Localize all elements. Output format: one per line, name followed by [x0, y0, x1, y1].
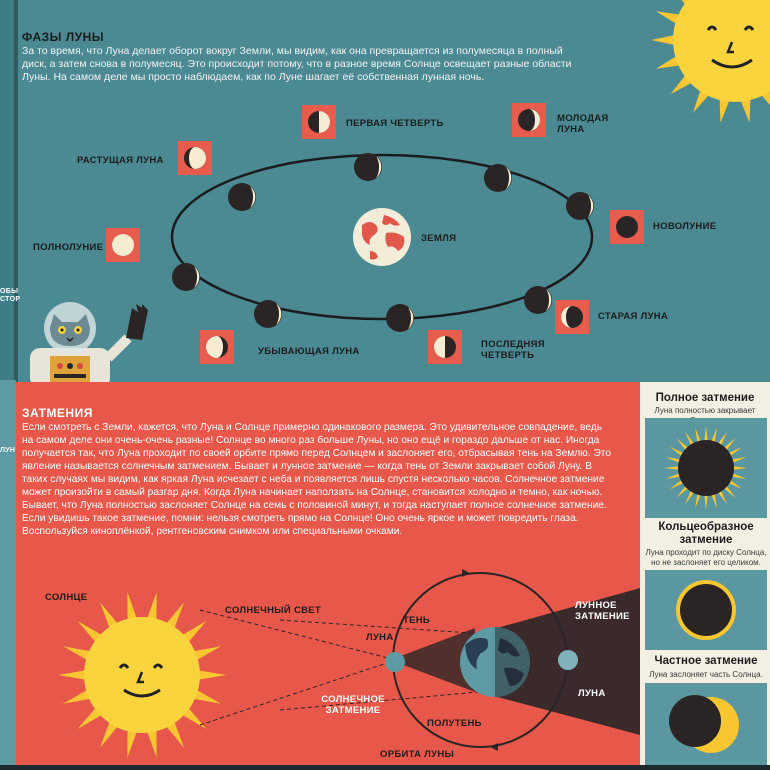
panel-annular-subtitle: Луна проходит по диску Солнца, но не заслоняет его целиком. — [645, 548, 767, 567]
phase-box-young-moon — [512, 103, 546, 137]
label-full-moon: ПОЛНОЛУНИЕ — [33, 242, 104, 253]
eclipses-title: ЗАТМЕНИЯ — [22, 406, 93, 420]
label-waning: УБЫВАЮЩАЯ ЛУНА — [258, 346, 360, 357]
left-edge-lower-text: ЛУН — [0, 447, 16, 454]
label-lunar-eclipse: ЛУННОЕ ЗАТМЕНИЕ — [575, 600, 630, 623]
label-waxing: РАСТУЩАЯ ЛУНА — [77, 155, 164, 166]
earth-label: ЗЕМЛЯ — [421, 233, 457, 244]
panel-partial-image — [645, 683, 767, 765]
left-edge-lower — [0, 380, 16, 765]
label-old-moon: СТАРАЯ ЛУНА — [598, 311, 669, 322]
eclipses-text: Если смотреть с Земли, кажется, что Луна и Солнце примерно одинакового размера. Это удивительное совпадение, ведь на самом деле они очень-очень разные! Солнце во много раз больше Луны, но оно ещё и гораздо дальше от нас. Иногда получается так, что Луна проходит по своей орбите прямо перед Солнцем и заслоняет его, отбрасывая тень на Землю. Это явление называется солнечным затмением. Бывает и лунное затмение — когда тень от Земли закрывает собой Луну. В таких случаях мы видим, как яркая Луна исчезает с неба и появляется лишь спустя несколько часов. Солнечное затмение может произойти в самый разгар дня. Когда Луна начинает наползать на Солнце, становится холодно и темно, как ночью. Бывает, что Луна полностью заслоняет Солнце на семь с половиной минут, и тогда наступает полное солнечное затмение. Если увидишь такое затмение, помни: нельзя смотреть прямо на Солнце! Оно очень яркое и может повредить глаза. Воспользуйся киноплёнкой, рентгеновским снимком или специальными очками. — [22, 422, 612, 537]
panel-total-subtitle: Луна полностью закрывает — [654, 406, 756, 415]
phases-text: За то время, что Луна делает оборот вокруг Земли, мы видим, как она превращается из полумесяца в полный диск, а затем снова в полумесяц. Это происходит потому, что в разное время Солнце освещает разные области Луны. На самом деле мы просто наблюдаем, как по Луне шагает её собственная лунная ночь. — [22, 45, 572, 83]
sun-face-illustration — [620, 0, 770, 150]
label-moon-left: ЛУНА — [366, 632, 394, 643]
panel-partial-subtitle: Луна заслоняет часть Солнца. — [649, 670, 763, 679]
panel-partial-title: Частное затмение — [654, 655, 758, 667]
phase-box-full-moon — [106, 228, 140, 262]
phase-box-first-quarter — [302, 105, 336, 139]
cat-astronaut-illustration — [20, 298, 160, 388]
left-edge-text: ОБЫ СТОР — [0, 288, 21, 304]
phase-box-waning — [200, 330, 234, 364]
label-last-quarter: ПОСЛЕДНЯЯ ЧЕТВЕРТЬ — [481, 339, 545, 362]
phase-box-new-moon — [610, 210, 644, 244]
eclipse-diagram — [200, 560, 640, 765]
label-sunlight: СОЛНЕЧНЫЙ СВЕТ — [225, 605, 322, 616]
phases-title: ФАЗЫ ЛУНЫ — [22, 30, 105, 44]
label-young-moon: МОЛОДАЯ ЛУНА — [557, 113, 609, 136]
label-shadow: ТЕНЬ — [403, 615, 431, 626]
panel-annular-title: Кольцеобразное затмение — [658, 521, 754, 546]
earth-icon — [352, 207, 412, 267]
label-moon-right: ЛУНА — [578, 688, 606, 699]
panel-annular-image — [645, 570, 767, 650]
panel-total-title: Полное затмение — [655, 392, 755, 404]
phase-box-old-moon — [555, 300, 589, 334]
label-penumbra: ПОЛУТЕНЬ — [427, 718, 482, 729]
phase-box-waxing — [178, 141, 212, 175]
label-first-quarter: ПЕРВАЯ ЧЕТВЕРТЬ — [346, 118, 444, 129]
label-sun: СОЛНЦЕ — [45, 592, 88, 603]
label-new-moon: НОВОЛУНИЕ — [653, 221, 717, 232]
label-moon-orbit: ОРБИТА ЛУНЫ — [380, 749, 455, 760]
phase-box-last-quarter — [428, 330, 462, 364]
panel-total-image — [645, 418, 767, 518]
label-solar-eclipse: СОЛНЕЧНОЕ ЗАТМЕНИЕ — [321, 694, 385, 717]
